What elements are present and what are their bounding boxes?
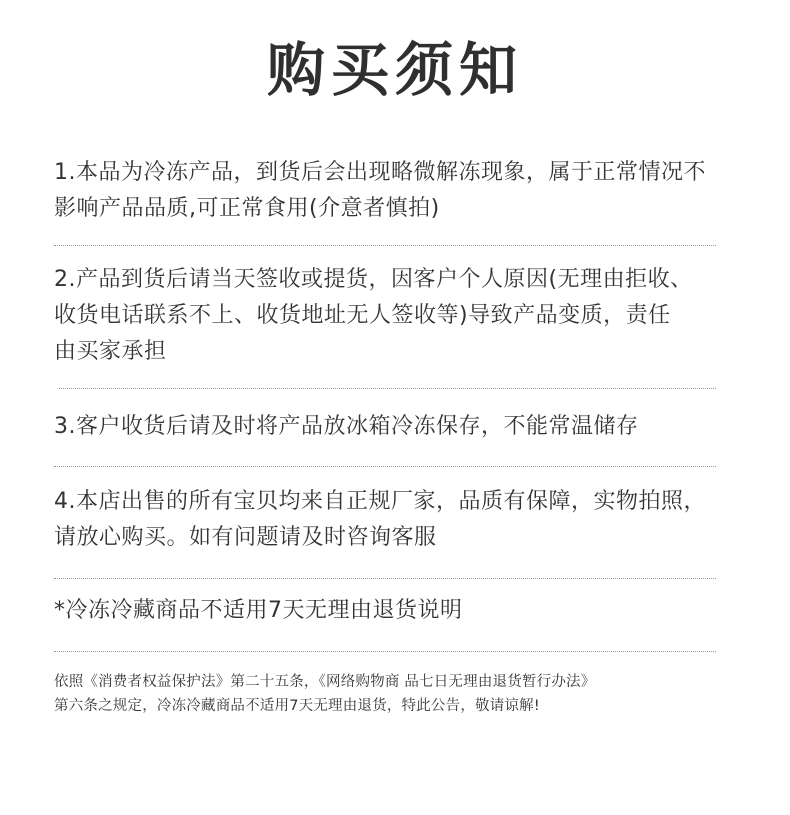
notice-item-3 (54, 389, 726, 466)
notice-item-5 (54, 579, 726, 651)
notice-item-5-line-1: *冷冻冷藏商品不适用7天无理由退货说明 (54, 598, 463, 623)
legal-note-line-1: 依照《消费者权益保护法》第二十五条，《网络购物商 品七日无理由退货暂行办法》 (54, 674, 596, 690)
notice-item-4 (54, 467, 726, 578)
legal-note-line-2: 第六条之规定，冷冻冷藏商品不适用7天无理由退货，特此公告，敬请谅解! (54, 698, 540, 714)
notice-item-3-line-1: 3.客户收货后请及时将产品放冰箱冷冻保存，不能常温储存 (54, 414, 639, 439)
page-title: 购买须知 (266, 36, 523, 104)
notice-item-4-line-1: 4.本店出售的所有宝贝均来自正规厂家，品质有保障，实物拍照， (54, 489, 706, 514)
notice-item-2-line-2: 收货电话联系不上、收货地址无人签收等)导致产品变质，责任 (54, 303, 671, 328)
notice-item-1-line-1: 1.本品为冷冻产品，到货后会出现略微解冻现象，属于正常情况不 (54, 160, 706, 185)
notice-item-2-line-1: 2.产品到货后请当天签收或提货，因客户个人原因(无理由拒收、 (54, 267, 693, 292)
notice-item-2-line-3: 由买家承担 (54, 339, 167, 364)
notice-content (54, 155, 726, 718)
notice-item-4-line-2: 请放心购买。如有问题请及时咨询客服 (54, 525, 437, 550)
legal-note (54, 652, 726, 718)
notice-item-1-line-2: 影响产品品质,可正常食用(介意者慎拍) (54, 196, 440, 221)
notice-item-1 (54, 155, 726, 245)
notice-item-2 (54, 246, 726, 388)
